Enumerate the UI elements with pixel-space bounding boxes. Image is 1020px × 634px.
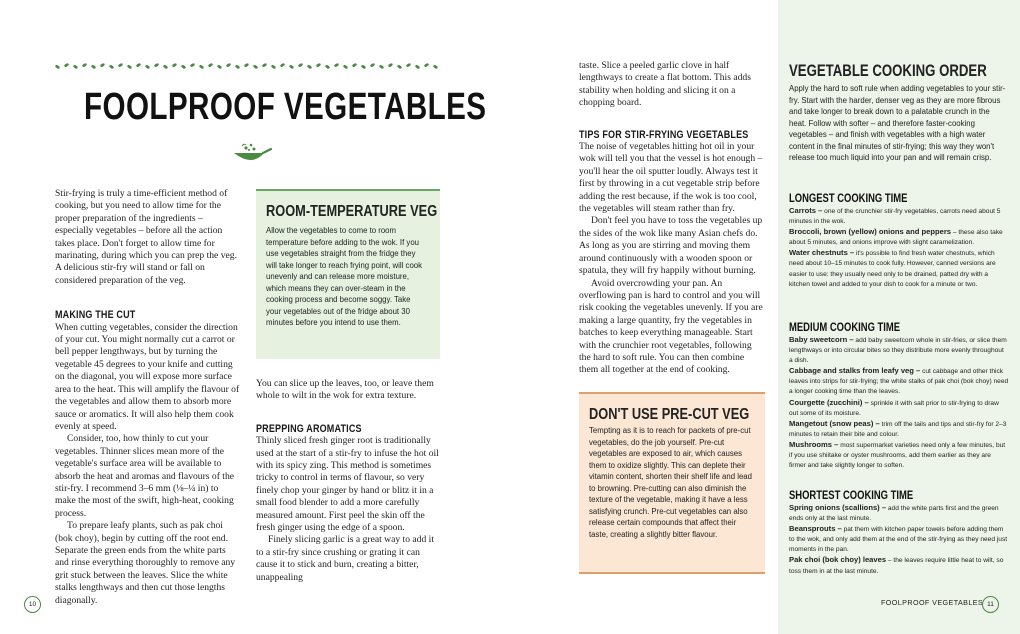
vegetable-note: one of the crunchier stir-fry vegetables, carrots need about 5 minutes in the wok. — [789, 208, 1001, 226]
vegetable-name: Pak choi (bok choy) leaves — [789, 555, 887, 565]
medium-item — [789, 440, 1009, 471]
vegetable-note: sprinkle it with salt prior to stir-frying to draw out some of its moisture. — [789, 399, 999, 417]
longest-item — [789, 206, 1009, 227]
vegetable-note: it's possible to find fresh water chestnuts, which need about 10–15 minutes to cook fully. However, canned versions are easier to use: they usually need only to be drained, patted dry with a kitchen towel and added to your dish to cook for a minute or two. — [789, 250, 996, 288]
vegetable-name: Cabbage and stalks from leafy veg – — [789, 366, 921, 376]
pre-cut-heading: DON'T USE PRE-CUT VEG — [589, 406, 750, 423]
vegetable-name: Baby sweetcorn – — [789, 335, 854, 344]
shortest-list — [789, 503, 1009, 577]
medium-heading: MEDIUM COOKING TIME — [789, 322, 901, 334]
vegetable-note: most supermarket varieties need only a few minutes, but if you use shiitake or oyster mushrooms, add them earlier as they are firmer and take slightly longer to soften. — [789, 441, 1006, 470]
vegetable-note: – these also take about 5 minutes, and onions improve with slight caramelization. — [789, 229, 1003, 247]
tips-paragraph-1: The noise of vegetables hitting hot oil in your wok will tell you that the vessel is hot enough – you'll hear the oil sputter loudly. Always test it first by throwing in a cut vegetable strip before adding the rest because, if the wok is too cool, the vegetables will steam rather than fry. — [579, 141, 763, 215]
vegetable-note: trim off the tails and tips and stir-fry for 2–3 minutes to retain their bite and colour. — [789, 420, 1007, 438]
making-cut-paragraph-1: When cutting vegetables, consider the direction of your cut. You might normally cut a carrot or bell pepper lengthways, but by turning the vegetable 45 degrees to your knife and cutting on the diagonal, you will expose more surface area to the heat. This will amplify the flavour of the vegetables and allow them to absorb more sauce or aromatics. It will also help them cook evenly at speed. — [55, 321, 240, 432]
longest-heading: LONGEST COOKING TIME — [789, 193, 908, 205]
wok-icon — [232, 141, 272, 165]
page-number-left: 10 — [24, 596, 41, 613]
pre-cut-veg-tip-box — [579, 392, 765, 574]
vegetable-note: add baby sweetcorn whole in stir-fries, or slice them lengthways or into circular bites so they distribute more evenly throughout a dish. — [789, 337, 1007, 365]
medium-item — [789, 398, 1009, 419]
vegetable-note: add the white parts first and the green ends only at the last minute. — [789, 505, 999, 523]
vegetable-note: cut cabbage and other thick leaves into strips for stir-frying; the white stalks of pak choi (bok choy) need a longer cooking time than the leaves. — [789, 368, 1009, 396]
longest-item — [789, 227, 1009, 248]
vegetable-name: Mangetout (snow peas) – — [789, 418, 880, 428]
garlic-continuation: taste. Slice a peeled garlic clove in half lengthways to create a flat bottom. This adds stability when holding and slicing it on a chopping board. — [579, 60, 751, 109]
prepping-column — [256, 378, 440, 584]
vegetable-name: Carrots – — [789, 206, 823, 215]
making-cut-paragraph-3: To prepare leafy plants, such as pak choi (bok choy), begin by cutting off the root end. Separate the green ends from the white parts and rinse everything thoroughly to remove any grit stuck between the leaves. Slice the white stalks lengthways and then cut those lengths diagonally. — [55, 520, 236, 606]
cooking-order-heading: VEGETABLE COOKING ORDER — [789, 62, 987, 80]
tips-paragraph-2: Don't feel you have to toss the vegetables up the sides of the wok like many Asian chefs do. As long as you are stirring and moving them around continuously with a wooden spoon or spatula, they will fry happily without burning. — [579, 215, 763, 277]
room-temperature-heading: ROOM-TEMPERATURE VEG — [266, 203, 438, 220]
vegetable-name: Broccoli, brown (yellow) onions and peppers — [789, 227, 952, 237]
cooking-order-panel — [778, 0, 1020, 634]
shortest-item — [789, 503, 1009, 524]
shortest-heading: SHORTEST COOKING TIME — [789, 490, 914, 502]
prepping-paragraph-2: Finely slicing garlic is a great way to add it to a stir-fry since crushing or grating it can cause it to stick and burn, creating a bitter, unappealing — [256, 534, 434, 583]
leafy-vine-divider-icon — [55, 62, 443, 70]
tips-paragraph-3: Avoid overcrowding your pan. An overflowing pan is hard to control and you will risk cooking the vegetables unevenly. If you are making a large quantity, fry the vegetables in batches to keep everything manageable. Start with the crunchier root vegetables, following the hard to soft rule. You can then combine them all together at the end of cooking. — [579, 277, 763, 376]
running-footer: FOOLPROOF VEGETABLES — [881, 598, 984, 607]
medium-item — [789, 419, 1009, 440]
vegetable-note: – the leaves require little heat to wilt, so toss them in at the last minute. — [789, 557, 1004, 575]
intro-paragraph-2: A delicious stir-fry will stand or fall on considered preparation of the veg. — [55, 262, 205, 286]
vegetable-name: Courgette (zucchini) – — [789, 397, 869, 407]
shortest-item — [789, 555, 1009, 576]
leaves-paragraph: You can slice up the leaves, too, or leave them whole to wilt in the wok for extra texture. — [256, 378, 434, 402]
vegetable-note: pat them with kitchen paper towels before adding them to the wok, and only add them at the end of the stir-frying as they need just moments in the pan. — [789, 526, 1008, 554]
prepping-heading: PREPPING AROMATICS — [256, 422, 362, 435]
medium-item — [789, 366, 1009, 397]
cooking-order-intro: Apply the hard to soft rule when adding vegetables to your stir-fry. Start with the harder, denser veg as they are more fibrous and take longer to break down to a palatable crunch in the heat. Follow with softer – and therefore faster-cooking vegetables – and finish with vegetables with a high water content in the final minutes of stir-frying; this way they won't release too much liquid into your pan and will remain crisp. — [789, 84, 1006, 162]
intro-paragraph: Stir-frying is truly a time-efficient method of cooking, but you need to allow time for the proper preparation of the ingredients – especially vegetables – before all the action takes place. Don't forget to allow time for marinating, during which you can prep the veg. — [55, 188, 237, 262]
longest-list — [789, 206, 1009, 290]
medium-item — [789, 335, 1009, 366]
vegetable-name: Spring onions (scallions) – — [789, 503, 887, 512]
intro-column — [55, 188, 241, 607]
tips-column — [579, 60, 765, 377]
page-number-right: 11 — [982, 596, 999, 613]
room-temperature-body: Allow the vegetables to come to room temperature before adding to the wok. If you use vegetables straight from the fridge they will take longer to reach frying point, will cook unevenly and can release more moisture, which means they can over-steam in the cooking process and become soggy. Take your vegetables out of the fridge about 30 minutes before you intend to use them. — [266, 226, 423, 327]
medium-list — [789, 335, 1009, 471]
prepping-paragraph-1: Thinly sliced fresh ginger root is traditionally used at the start of a stir-fry to infuse the hot oil with its spicy zing. This method is sometimes tricky to control in terms of flavour, so very finely chop your ginger by hand or blitz it in a small food blender to add a more carefully measured amount. First peel the skin off the fresh ginger using the edge of a spoon. — [256, 435, 439, 534]
vegetable-name: Mushrooms – — [789, 439, 839, 449]
vegetable-name: Beansprouts – — [789, 524, 842, 534]
pre-cut-body: Tempting as it is to reach for packets of pre-cut vegetables, do the job yourself. Pre-cut vegetables are exposed to air, which causes them to oxidize slightly. This can deplete their vitamin content, shorten their shelf life and lead to browning. Pre-cutting can also diminish the texture of the vegetable, making it have a less satisfying crunch. Pre-cut vegetables can also release certain compounds that affect their taste, creating a slightly bitter flavour. — [589, 426, 752, 539]
making-cut-paragraph-2: Consider, too, how thinly to cut your vegetables. Thinner slices mean more of the vegetable's surface area will be available to absorb the heat and aromas and flavours of the stir-fry. I recommend 3–6 mm (⅛–¼ in) to make the most of the swift, high-heat, cooking process. — [55, 433, 235, 519]
vegetable-name: Water chestnuts – — [789, 248, 855, 258]
shortest-item — [789, 524, 1009, 555]
page-title: FOOLPROOF VEGETABLES — [84, 86, 487, 128]
tips-heading: TIPS FOR STIR-FRYING VEGETABLES — [579, 128, 749, 141]
making-cut-heading: MAKING THE CUT — [55, 309, 136, 322]
room-temperature-tip-box — [256, 189, 440, 359]
longest-item — [789, 248, 1009, 289]
